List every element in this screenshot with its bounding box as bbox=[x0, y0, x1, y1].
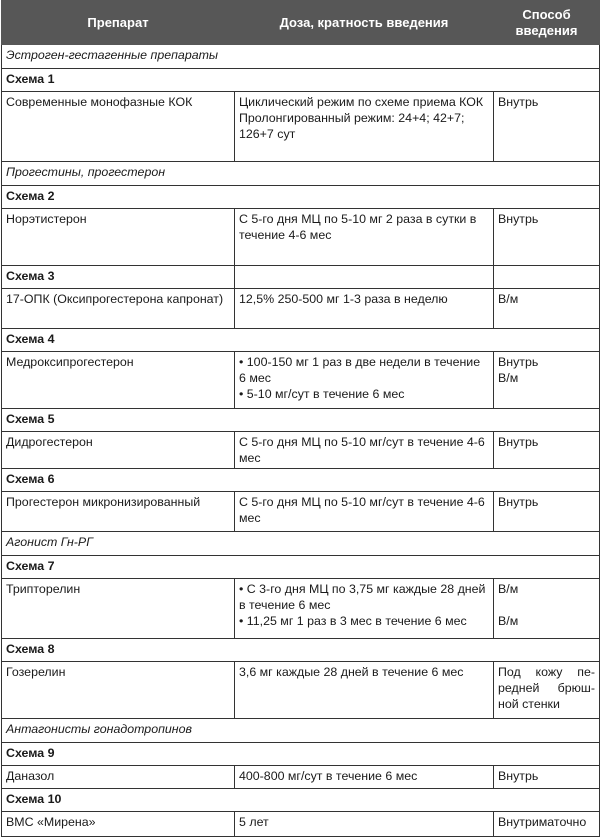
dose-cell: 3,6 мг каждые 28 дней в течение 6 мес bbox=[235, 662, 494, 719]
dose-cell: 5 лет bbox=[235, 812, 494, 837]
scheme-row bbox=[2, 69, 600, 92]
drug-cell: Дидрогестерон bbox=[2, 432, 235, 469]
route-cell: Внутрь bbox=[494, 766, 600, 789]
route-cell: Внутриматочно bbox=[494, 812, 600, 837]
drug-cell: Даназол bbox=[2, 766, 235, 789]
scheme-label: Схема 3 bbox=[2, 266, 235, 289]
header-route: Способ введения bbox=[494, 1, 600, 45]
route-line: Внутрь bbox=[498, 355, 539, 369]
scheme-label: Схема 6 bbox=[2, 469, 600, 492]
route-cell: Внутрь bbox=[494, 209, 600, 266]
table-row bbox=[2, 662, 600, 719]
table-header-row bbox=[2, 1, 600, 45]
table-row bbox=[2, 432, 600, 469]
table-row bbox=[2, 492, 600, 532]
scheme-row bbox=[2, 186, 600, 209]
table-row bbox=[2, 766, 600, 789]
route-cell bbox=[494, 352, 600, 409]
scheme-label: Схема 4 bbox=[2, 329, 600, 352]
route-cell: Под кожу пе-редней брюш-ной стенки bbox=[494, 662, 600, 719]
scheme-row bbox=[2, 743, 600, 766]
dose-cell: 400-800 мг/сут в течение 6 мес bbox=[235, 766, 494, 789]
drug-cell: Современные монофазные КОК bbox=[2, 92, 235, 162]
dose-cell: С 5-го дня МЦ по 5-10 мг/сут в течение 4-6 мес bbox=[235, 492, 494, 532]
treatment-schemes-table bbox=[1, 0, 600, 837]
drug-cell: Норэтистерон bbox=[2, 209, 235, 266]
scheme-row bbox=[2, 556, 600, 579]
dose-cell bbox=[235, 352, 494, 409]
group-label: Агонист Гн-РГ bbox=[2, 532, 600, 556]
empty-cell bbox=[494, 266, 600, 289]
dose-cell: С 5-го дня МЦ по 5-10 мг/сут в течение 4-6 мес bbox=[235, 432, 494, 469]
route-line: В/м bbox=[498, 582, 519, 596]
drug-cell: Прогестерон микронизированный bbox=[2, 492, 235, 532]
drug-cell: Медроксипрогестерон bbox=[2, 352, 235, 409]
table-row bbox=[2, 92, 600, 162]
scheme-label: Схема 1 bbox=[2, 69, 600, 92]
dose-cell bbox=[235, 579, 494, 639]
drug-cell: Трипторелин bbox=[2, 579, 235, 639]
header-dose: Доза, кратность введения bbox=[235, 1, 494, 45]
dose-line: • С 3-го дня МЦ по 3,75 мг каждые 28 дней в течение 6 мес bbox=[239, 582, 486, 612]
dose-line: Пролонгированный режим: 24+4; 42+7; 126+7 сут bbox=[239, 111, 465, 141]
scheme-row bbox=[2, 266, 600, 289]
group-row bbox=[2, 45, 600, 69]
route-cell: Внутрь bbox=[494, 492, 600, 532]
drug-cell: 17-ОПК (Оксипрогестерона капронат) bbox=[2, 289, 235, 329]
group-label: Антагонисты гонадотропинов bbox=[2, 719, 600, 743]
scheme-label: Схема 5 bbox=[2, 409, 600, 432]
route-line: В/м bbox=[498, 614, 519, 628]
dose-line: Циклический режим по схеме приема КОК bbox=[239, 95, 484, 109]
route-line: В/м bbox=[498, 371, 519, 385]
scheme-label: Схема 10 bbox=[2, 789, 600, 812]
scheme-label: Схема 7 bbox=[2, 556, 600, 579]
empty-cell bbox=[235, 266, 494, 289]
spacer bbox=[498, 597, 595, 613]
table-row bbox=[2, 289, 600, 329]
table-row bbox=[2, 812, 600, 837]
drug-cell: ВМС «Мирена» bbox=[2, 812, 235, 837]
header-drug: Препарат bbox=[2, 1, 235, 45]
scheme-row bbox=[2, 789, 600, 812]
dose-cell: С 5-го дня МЦ по 5-10 мг 2 раза в сутки в течение 4-6 мес bbox=[235, 209, 494, 266]
dose-cell bbox=[235, 92, 494, 162]
table-row bbox=[2, 579, 600, 639]
group-row bbox=[2, 162, 600, 186]
group-label: Эстроген-гестагенные препараты bbox=[2, 45, 600, 69]
dose-cell: 12,5% 250-500 мг 1-3 раза в неделю bbox=[235, 289, 494, 329]
dose-line: • 100-150 мг 1 раз в две недели в течение 6 мес bbox=[239, 355, 481, 385]
scheme-label: Схема 8 bbox=[2, 639, 600, 662]
group-label: Прогестины, прогестерон bbox=[2, 162, 600, 186]
scheme-label: Схема 9 bbox=[2, 743, 600, 766]
group-row bbox=[2, 532, 600, 556]
scheme-row bbox=[2, 469, 600, 492]
dose-line: • 11,25 мг 1 раз в 3 мес в течение 6 мес bbox=[239, 614, 467, 628]
scheme-row bbox=[2, 409, 600, 432]
scheme-label: Схема 2 bbox=[2, 186, 600, 209]
table-row bbox=[2, 352, 600, 409]
table-row bbox=[2, 209, 600, 266]
drug-cell: Гозерелин bbox=[2, 662, 235, 719]
route-cell: Внутрь bbox=[494, 432, 600, 469]
group-row bbox=[2, 719, 600, 743]
route-cell: В/м bbox=[494, 289, 600, 329]
route-cell: Внутрь bbox=[494, 92, 600, 162]
dose-line: • 5-10 мг/сут в течение 6 мес bbox=[239, 387, 405, 401]
route-cell bbox=[494, 579, 600, 639]
scheme-row bbox=[2, 329, 600, 352]
scheme-row bbox=[2, 639, 600, 662]
